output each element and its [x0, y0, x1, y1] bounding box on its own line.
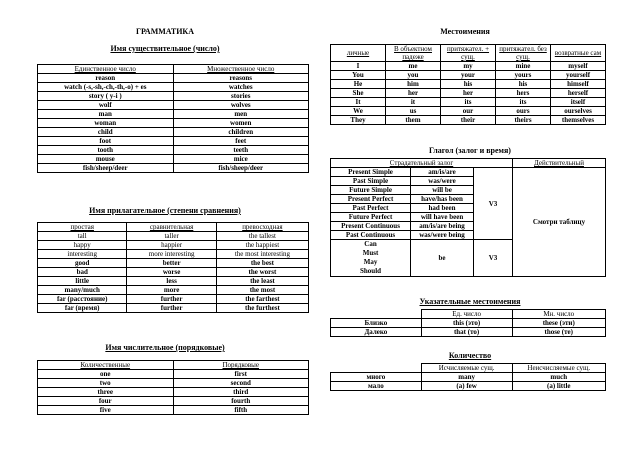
quantity-cell: much [512, 373, 606, 382]
pronouns-cell: I [331, 62, 386, 71]
adjectives-row [38, 304, 309, 313]
adjectives-cell: the furthest [216, 304, 308, 313]
adjectives-header: превосходная [216, 223, 308, 232]
demonstratives-table [330, 309, 606, 337]
main-title: ГРАММАТИКА [135, 27, 195, 36]
numerals-row [38, 370, 309, 379]
pronouns-row [331, 80, 606, 89]
pronouns-cell: themselves [551, 116, 606, 125]
pronouns-header: возвратные сам [551, 45, 606, 62]
verb-cell: Past Simple [331, 177, 411, 186]
verb-cell: Present Perfect [331, 195, 411, 204]
adjectives-cell: happy [38, 241, 127, 250]
pronouns-cell: We [331, 107, 386, 116]
verb-title: Глагол (залог и время) [429, 146, 511, 155]
nouns-cell: mouse [38, 155, 174, 164]
adjectives-cell: the tallest [216, 232, 308, 241]
demonstratives-cell: that (то) [421, 328, 512, 337]
verb-cell: was/were being [411, 231, 474, 240]
adjectives-cell: bad [38, 268, 127, 277]
pronouns-title: Местоимения [440, 27, 490, 36]
adjectives-title: Имя прилагательное (степени сравнения) [89, 206, 241, 215]
quantity-table [330, 363, 606, 391]
pronouns-cell: its [441, 98, 496, 107]
nouns-cell: story ( y-i ) [38, 92, 174, 101]
nouns-table-wrap [37, 64, 309, 173]
verb-cell: Past Perfect [331, 204, 411, 213]
pronouns-cell: mine [496, 62, 551, 71]
modal-verb: May [363, 258, 378, 266]
quantity-cell: (a) little [512, 382, 606, 391]
nouns-cell: woman [38, 119, 174, 128]
numerals-cell: one [38, 370, 174, 379]
numerals-table [37, 360, 309, 415]
adjectives-cell: far (расстояние) [38, 295, 127, 304]
numerals-cell: two [38, 379, 174, 388]
nouns-row [38, 83, 309, 92]
verb-table [330, 158, 606, 277]
numerals-cell: three [38, 388, 174, 397]
nouns-cell: watch (-s,-sh,-ch,-th,-o) + es [38, 83, 174, 92]
verb-cell: Past Continuous [331, 231, 411, 240]
quantity-cell: мало [331, 382, 422, 391]
nouns-cell: reason [38, 74, 174, 83]
pronouns-row [331, 62, 606, 71]
demonstratives-header: Мн. число [512, 310, 606, 319]
pronouns-header: В объектном падеже [386, 45, 441, 62]
pronouns-header: притяжател. + сущ. [441, 45, 496, 62]
adjectives-header: простая [38, 223, 127, 232]
nouns-cell: foot [38, 137, 174, 146]
demonstratives-cell: this (это) [421, 319, 512, 328]
quantity-cell: many [421, 373, 512, 382]
quantity-title: Количество [448, 351, 492, 360]
pronouns-row [331, 116, 606, 125]
demonstratives-table-wrap [330, 309, 606, 337]
pronouns-cell: He [331, 80, 386, 89]
adjectives-cell: further [127, 304, 216, 313]
adjectives-row [38, 295, 309, 304]
pronouns-header: личные [331, 45, 386, 62]
quantity-header: Неисчисляемые сущ. [512, 364, 606, 373]
pronouns-row [331, 107, 606, 116]
nouns-table [37, 64, 309, 173]
modal-verb: Can [364, 240, 377, 248]
numerals-row [38, 397, 309, 406]
numerals-cell: five [38, 406, 174, 415]
verb-table-wrap [330, 158, 606, 277]
quantity-table-wrap [330, 363, 606, 391]
adjectives-cell: the worst [216, 268, 308, 277]
adjectives-cell: the farthest [216, 295, 308, 304]
adjectives-table [37, 222, 309, 313]
adjectives-header: сравнительная [127, 223, 216, 232]
nouns-cell: watches [173, 83, 309, 92]
pronouns-cell: myself [551, 62, 606, 71]
demonstratives-row [331, 328, 606, 337]
numerals-row [38, 388, 309, 397]
demonstratives-row [331, 319, 606, 328]
numerals-header: Порядковые [173, 361, 309, 370]
adjectives-cell: the most [216, 286, 308, 295]
nouns-header: Множественное число [173, 65, 309, 74]
pronouns-cell: our [441, 107, 496, 116]
nouns-cell: women [173, 119, 309, 128]
verb-cell: will have been [411, 213, 474, 222]
adjectives-row [38, 259, 309, 268]
see-table-cell: Смотри таблицу [513, 168, 606, 277]
demonstratives-cell: those (те) [512, 328, 606, 337]
nouns-cell: stories [173, 92, 309, 101]
pronouns-cell: yourself [551, 71, 606, 80]
nouns-cell: man [38, 110, 174, 119]
nouns-cell: men [173, 110, 309, 119]
adjectives-cell: interesting [38, 250, 127, 259]
verb-cell: am/is/are being [411, 222, 474, 231]
verb-cell: had been [411, 204, 474, 213]
numerals-cell: fifth [173, 406, 309, 415]
numerals-table-wrap [37, 360, 309, 415]
numerals-title: Имя числительное (порядковые) [105, 343, 225, 352]
pronouns-cell: us [386, 107, 441, 116]
pronouns-cell: himself [551, 80, 606, 89]
nouns-title: Имя существительное (число) [110, 44, 220, 53]
verb-cell: will be [411, 186, 474, 195]
pronouns-row [331, 89, 606, 98]
nouns-row [38, 164, 309, 173]
adjectives-cell: good [38, 259, 127, 268]
adjectives-row [38, 250, 309, 259]
adjectives-row [38, 241, 309, 250]
nouns-row [38, 119, 309, 128]
verb-cell: Future Simple [331, 186, 411, 195]
adjectives-cell: far (время) [38, 304, 127, 313]
pronouns-cell: It [331, 98, 386, 107]
pronouns-cell: his [496, 80, 551, 89]
pronouns-row [331, 98, 606, 107]
active-voice-header: Действительный [513, 159, 606, 168]
pronouns-cell: her [441, 89, 496, 98]
adjectives-cell: the least [216, 277, 308, 286]
nouns-cell: tooth [38, 146, 174, 155]
pronouns-header: притяжател. без сущ. [496, 45, 551, 62]
modals-cell [331, 240, 411, 277]
adjectives-cell: further [127, 295, 216, 304]
pronouns-cell: yours [496, 71, 551, 80]
adjectives-row [38, 268, 309, 277]
demonstratives-cell: Близко [331, 319, 422, 328]
pronouns-cell: her [386, 89, 441, 98]
pronouns-cell: hers [496, 89, 551, 98]
modal-verb: Must [362, 249, 379, 257]
pronouns-cell: your [441, 71, 496, 80]
nouns-cell: feet [173, 137, 309, 146]
be-cell: be [411, 240, 474, 277]
pronouns-cell: herself [551, 89, 606, 98]
adjectives-cell: the happiest [216, 241, 308, 250]
pronouns-cell: theirs [496, 116, 551, 125]
adjectives-cell: many/much [38, 286, 127, 295]
numerals-header: Количественные [38, 361, 174, 370]
numerals-cell: first [173, 370, 309, 379]
nouns-row [38, 146, 309, 155]
nouns-row [38, 74, 309, 83]
pronouns-cell: me [386, 62, 441, 71]
verb-cell: Present Continuous [331, 222, 411, 231]
quantity-row [331, 382, 606, 391]
numerals-cell: third [173, 388, 309, 397]
pronouns-cell: They [331, 116, 386, 125]
pronouns-table [330, 44, 606, 125]
numerals-cell: fourth [173, 397, 309, 406]
nouns-header: Единственное число [38, 65, 174, 74]
pronouns-row [331, 71, 606, 80]
nouns-cell: fish/sheep/deer [173, 164, 309, 173]
adjectives-cell: happier [127, 241, 216, 250]
verb-cell: Future Perfect [331, 213, 411, 222]
adjectives-row [38, 277, 309, 286]
verb-cell: was/were [411, 177, 474, 186]
demonstratives-cell: these (эти) [512, 319, 606, 328]
pronouns-cell: their [441, 116, 496, 125]
passive-voice-header: Страдательный залог [331, 159, 513, 168]
nouns-row [38, 155, 309, 164]
nouns-row [38, 101, 309, 110]
adjectives-row [38, 232, 309, 241]
adjectives-table-wrap [37, 222, 309, 313]
quantity-cell: (a) few [421, 382, 512, 391]
verb-cell: am/is/are [411, 168, 474, 177]
nouns-cell: children [173, 128, 309, 137]
adjectives-cell: tall [38, 232, 127, 241]
quantity-header: Исчисляемые сущ. [421, 364, 512, 373]
adjectives-cell: less [127, 277, 216, 286]
adjectives-cell: more [127, 286, 216, 295]
pronouns-cell: itself [551, 98, 606, 107]
nouns-cell: wolf [38, 101, 174, 110]
adjectives-cell: more interesting [127, 250, 216, 259]
v3-cell: V3 [474, 168, 513, 240]
nouns-cell: wolves [173, 101, 309, 110]
nouns-cell: fish/sheep/deer [38, 164, 174, 173]
adjectives-cell: taller [127, 232, 216, 241]
pronouns-cell: him [386, 80, 441, 89]
nouns-row [38, 92, 309, 101]
verb-cell: Present Simple [331, 168, 411, 177]
nouns-cell: child [38, 128, 174, 137]
pronouns-table-wrap [330, 44, 606, 125]
numerals-cell: second [173, 379, 309, 388]
pronouns-cell: my [441, 62, 496, 71]
adjectives-cell: the most interesting [216, 250, 308, 259]
nouns-cell: reasons [173, 74, 309, 83]
numerals-row [38, 379, 309, 388]
adjectives-cell: little [38, 277, 127, 286]
pronouns-cell: You [331, 71, 386, 80]
verb-cell: have/has been [411, 195, 474, 204]
adjectives-row [38, 286, 309, 295]
adjectives-cell: the best [216, 259, 308, 268]
pronouns-cell: them [386, 116, 441, 125]
nouns-cell: teeth [173, 146, 309, 155]
v3-modal-cell: V3 [474, 240, 513, 277]
pronouns-cell: it [386, 98, 441, 107]
nouns-row [38, 137, 309, 146]
quantity-cell: много [331, 373, 422, 382]
modal-verb: Should [360, 267, 382, 275]
numerals-row [38, 406, 309, 415]
numerals-cell: four [38, 397, 174, 406]
adjectives-cell: better [127, 259, 216, 268]
nouns-row [38, 128, 309, 137]
verb-row [331, 168, 606, 177]
quantity-row [331, 373, 606, 382]
demonstratives-title: Указательные местоимения [419, 297, 521, 306]
pronouns-cell: its [496, 98, 551, 107]
nouns-row [38, 110, 309, 119]
demonstratives-cell: Далеко [331, 328, 422, 337]
pronouns-cell: his [441, 80, 496, 89]
pronouns-cell: She [331, 89, 386, 98]
nouns-cell: mice [173, 155, 309, 164]
pronouns-cell: you [386, 71, 441, 80]
demonstratives-header: Ед. число [421, 310, 512, 319]
pronouns-cell: ours [496, 107, 551, 116]
adjectives-cell: worse [127, 268, 216, 277]
pronouns-cell: ourselves [551, 107, 606, 116]
